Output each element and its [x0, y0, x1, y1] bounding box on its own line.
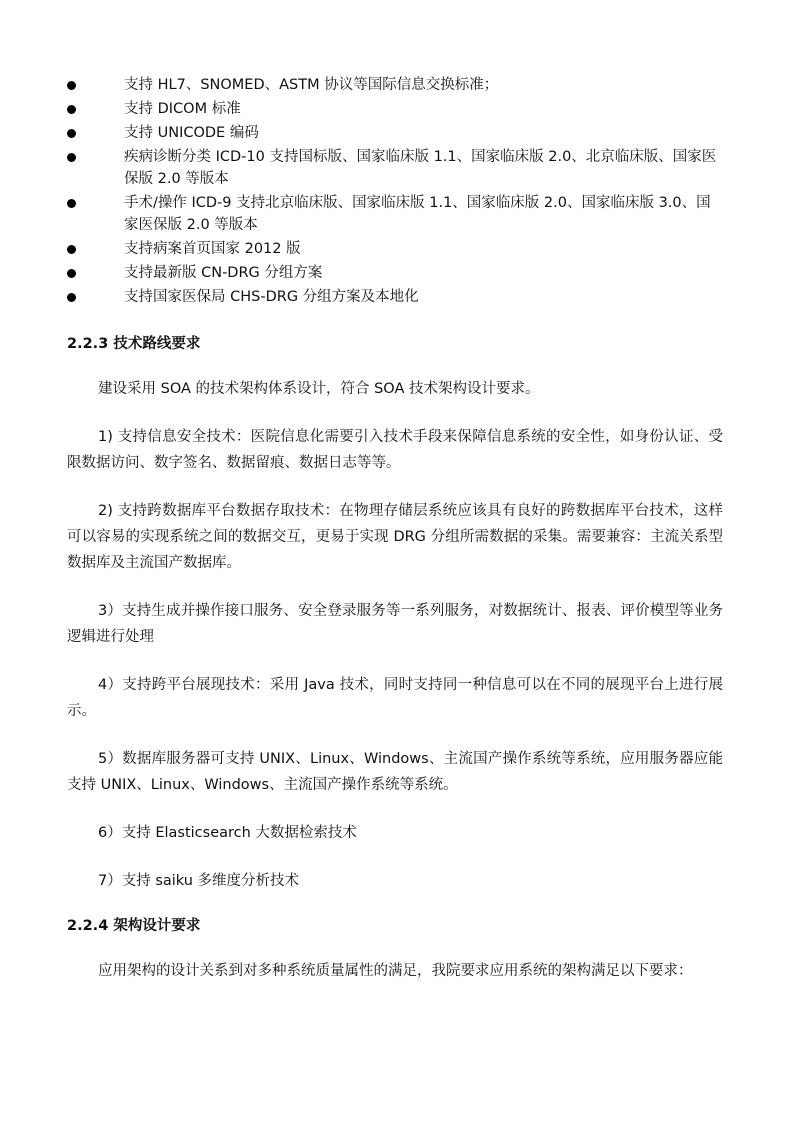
bullet-dot-icon: [67, 129, 76, 138]
bullet-item: 支持 DICOM 标准: [67, 98, 723, 120]
bullet-dot-icon: [67, 293, 76, 302]
standards-bullet-list: [67, 74, 723, 308]
tech-requirement-3: 3）支持生成并操作接口服务、安全登录服务等一系列服务，对数据统计、报表、评价模型等业务逻辑进行处理: [67, 603, 723, 645]
tech-requirement-7: 7）支持 saiku 多维度分析技术: [98, 873, 300, 889]
section-heading-2-2-3: 2.2.3 技术路线要求: [67, 336, 201, 352]
bullet-dot-icon: [67, 245, 76, 254]
page-content: [67, 74, 723, 1006]
bullet-item: 支持最新版 CN-DRG 分组方案: [67, 262, 723, 284]
section-heading-2-2-4: 2.2.4 架构设计要求: [67, 918, 201, 934]
bullet-item: 手术/操作 ICD-9 支持北京临床版、国家临床版 1.1、国家临床版 2.0、国家临床版 3.0、国家医保版 2.0 等版本: [67, 192, 723, 236]
bullet-item: 支持 HL7、SNOMED、ASTM 协议等国际信息交换标准；: [67, 74, 723, 96]
tech-requirement-2: 2) 支持跨数据库平台数据存取技术：在物理存储层系统应该具有良好的跨数据库平台技术，这样可以容易的实现系统之间的数据交互，更易于实现 DRG 分组所需数据的采集。需要兼容：主流关系型数据库及主流国产数据库。: [67, 503, 723, 571]
bullet-item: 支持 UNICODE 编码: [67, 122, 723, 144]
tech-requirement-5: 5）数据库服务器可支持 UNIX、Linux、Windows、主流国产操作系统等系统，应用服务器应能支持 UNIX、Linux、Windows、主流国产操作系统等系统。: [67, 751, 723, 793]
bullet-dot-icon: [67, 81, 76, 90]
bullet-dot-icon: [67, 269, 76, 278]
bullet-dot-icon: [67, 199, 76, 208]
bullet-item: 疾病诊断分类 ICD-10 支持国标版、国家临床版 1.1、国家临床版 2.0、北京临床版、国家医保版 2.0 等版本: [67, 146, 723, 190]
tech-requirement-4: 4）支持跨平台展现技术：采用 Java 技术，同时支持同一种信息可以在不同的展现平台上进行展示。: [67, 677, 723, 719]
section-2-2-3-intro: 建设采用 SOA 的技术架构体系设计，符合 SOA 技术架构设计要求。: [98, 381, 540, 397]
tech-requirement-6: 6）支持 Elasticsearch 大数据检索技术: [98, 825, 357, 841]
bullet-dot-icon: [67, 105, 76, 114]
bullet-dot-icon: [67, 153, 76, 162]
tech-requirement-1: 1) 支持信息安全技术：医院信息化需要引入技术手段来保障信息系统的安全性，如身份认证、受限数据访问、数字签名、数据留痕、数据日志等等。: [67, 429, 723, 471]
section-2-2-4-intro: 应用架构的设计关系到对多种系统质量属性的满足，我院要求应用系统的架构满足以下要求：: [98, 963, 693, 979]
bullet-item: 支持病案首页国家 2012 版: [67, 238, 723, 260]
bullet-item: 支持国家医保局 CHS-DRG 分组方案及本地化: [67, 286, 723, 308]
